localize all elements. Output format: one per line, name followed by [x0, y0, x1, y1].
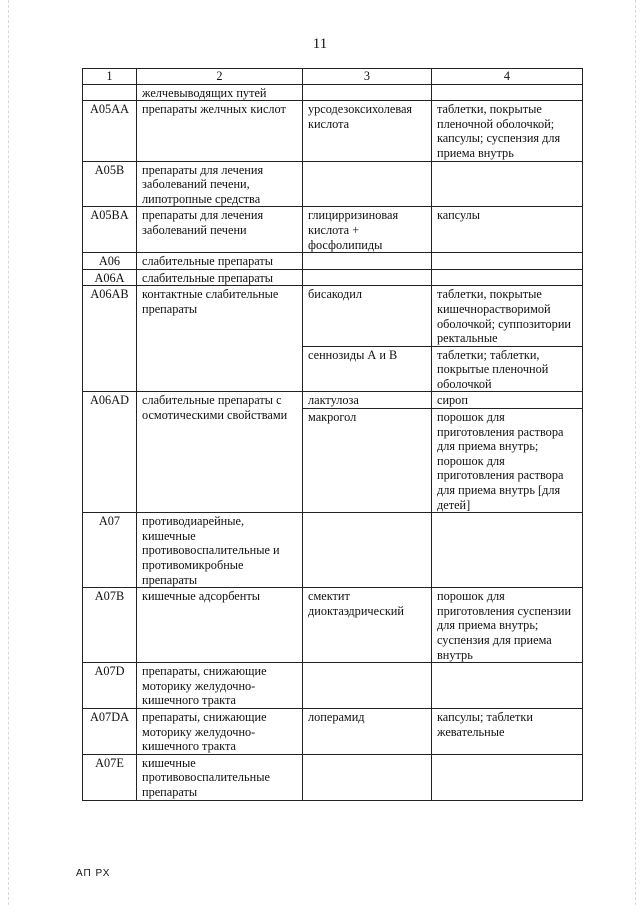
atc-code-cell: A07B [83, 588, 137, 663]
table-row [83, 84, 583, 101]
dosage-form-cell [432, 663, 583, 709]
substance-name-cell: урсодезоксихолевая кислота [303, 101, 432, 161]
pharmacological-group-cell: препараты желчных кислот [137, 101, 303, 161]
substance-name-cell: лактулоза [303, 392, 432, 409]
substance-name-cell [303, 513, 432, 588]
pharmacological-group-cell: кишечные противовоспалительные препараты [137, 754, 303, 800]
atc-code-cell: A06AD [83, 392, 137, 513]
dosage-form-cell: таблетки, покрытые кишечнорастворимой оболочкой; суппозитории ректальные [432, 286, 583, 346]
atc-code-cell: A05BA [83, 207, 137, 253]
pharmacological-group-cell: препараты, снижающие моторику желудочно-кишечного тракта [137, 708, 303, 754]
table-row [83, 101, 583, 161]
substance-name-cell [303, 161, 432, 207]
substance-name-cell [303, 754, 432, 800]
pharmacological-group-cell: препараты для лечения заболеваний печени, липотропные средства [137, 161, 303, 207]
substance-name-cell: глицирризиновая кислота + фосфолипиды [303, 207, 432, 253]
dosage-form-cell [432, 161, 583, 207]
table-header-row [83, 69, 583, 85]
dosage-form-cell: таблетки, покрытые пленочной оболочкой; капсулы; суспензия для приема внутрь [432, 101, 583, 161]
dosage-form-cell [432, 84, 583, 101]
substance-name-cell [303, 663, 432, 709]
dosage-form-cell: капсулы [432, 207, 583, 253]
atc-code-cell: A06 [83, 253, 137, 270]
table-row [83, 754, 583, 800]
atc-code-cell: A05B [83, 161, 137, 207]
table-row [83, 161, 583, 207]
dosage-form-cell [432, 269, 583, 286]
table-row [83, 663, 583, 709]
dosage-form-cell: сироп [432, 392, 583, 409]
pharmacological-group-cell: слабительные препараты [137, 253, 303, 270]
dosage-form-cell: порошок для приготовления суспензии для приема внутрь; суспензия для приема внутрь [432, 588, 583, 663]
atc-code-cell: A06AB [83, 286, 137, 392]
atc-code-cell: A07DA [83, 708, 137, 754]
atc-code-cell: A06A [83, 269, 137, 286]
table-row [83, 588, 583, 663]
table-row [83, 269, 583, 286]
column-header: 2 [137, 69, 303, 85]
dosage-form-cell: порошок для приготовления раствора для приема внутрь; порошок для приготовления раствора для приема внутрь [для детей] [432, 409, 583, 513]
atc-code-cell: A05AA [83, 101, 137, 161]
table-row [83, 708, 583, 754]
table-row [83, 513, 583, 588]
pharmacological-group-cell: слабительные препараты [137, 269, 303, 286]
pharmacological-group-cell: противодиарейные, кишечные противовоспалительные и противомикробные препараты [137, 513, 303, 588]
atc-code-cell: A07 [83, 513, 137, 588]
table-row [83, 392, 583, 409]
substance-name-cell [303, 269, 432, 286]
table-row [83, 207, 583, 253]
substance-name-cell: лоперамид [303, 708, 432, 754]
pharmacological-group-cell: кишечные адсорбенты [137, 588, 303, 663]
pharmacological-group-cell: препараты, снижающие моторику желудочно-кишечного тракта [137, 663, 303, 709]
substance-name-cell: макрогол [303, 409, 432, 513]
scan-edge-left [8, 0, 9, 905]
dosage-form-cell [432, 754, 583, 800]
pharmacological-group-cell: желчевыводящих путей [137, 84, 303, 101]
page-number: 11 [312, 36, 328, 52]
table-row [83, 253, 583, 270]
footer-label: АП РХ [76, 868, 111, 879]
substance-name-cell: смектит диоктаэдрический [303, 588, 432, 663]
pharmacological-group-cell: препараты для лечения заболеваний печени [137, 207, 303, 253]
atc-code-cell: A07E [83, 754, 137, 800]
substance-name-cell: сеннозиды А и В [303, 346, 432, 392]
dosage-form-cell [432, 253, 583, 270]
substance-name-cell [303, 84, 432, 101]
column-header: 4 [432, 69, 583, 85]
pharmacological-group-cell: контактные слабительные препараты [137, 286, 303, 392]
dosage-form-cell: капсулы; таблетки жевательные [432, 708, 583, 754]
pharmacological-group-cell: слабительные препараты с осмотическими свойствами [137, 392, 303, 513]
dosage-form-cell: таблетки; таблетки, покрытые пленочной оболочкой [432, 346, 583, 392]
drug-table [82, 68, 583, 801]
scan-edge-right [635, 0, 636, 905]
substance-name-cell: бисакодил [303, 286, 432, 346]
atc-code-cell [83, 84, 137, 101]
dosage-form-cell [432, 513, 583, 588]
atc-code-cell: A07D [83, 663, 137, 709]
substance-name-cell [303, 253, 432, 270]
table-row [83, 286, 583, 346]
column-header: 3 [303, 69, 432, 85]
column-header: 1 [83, 69, 137, 85]
